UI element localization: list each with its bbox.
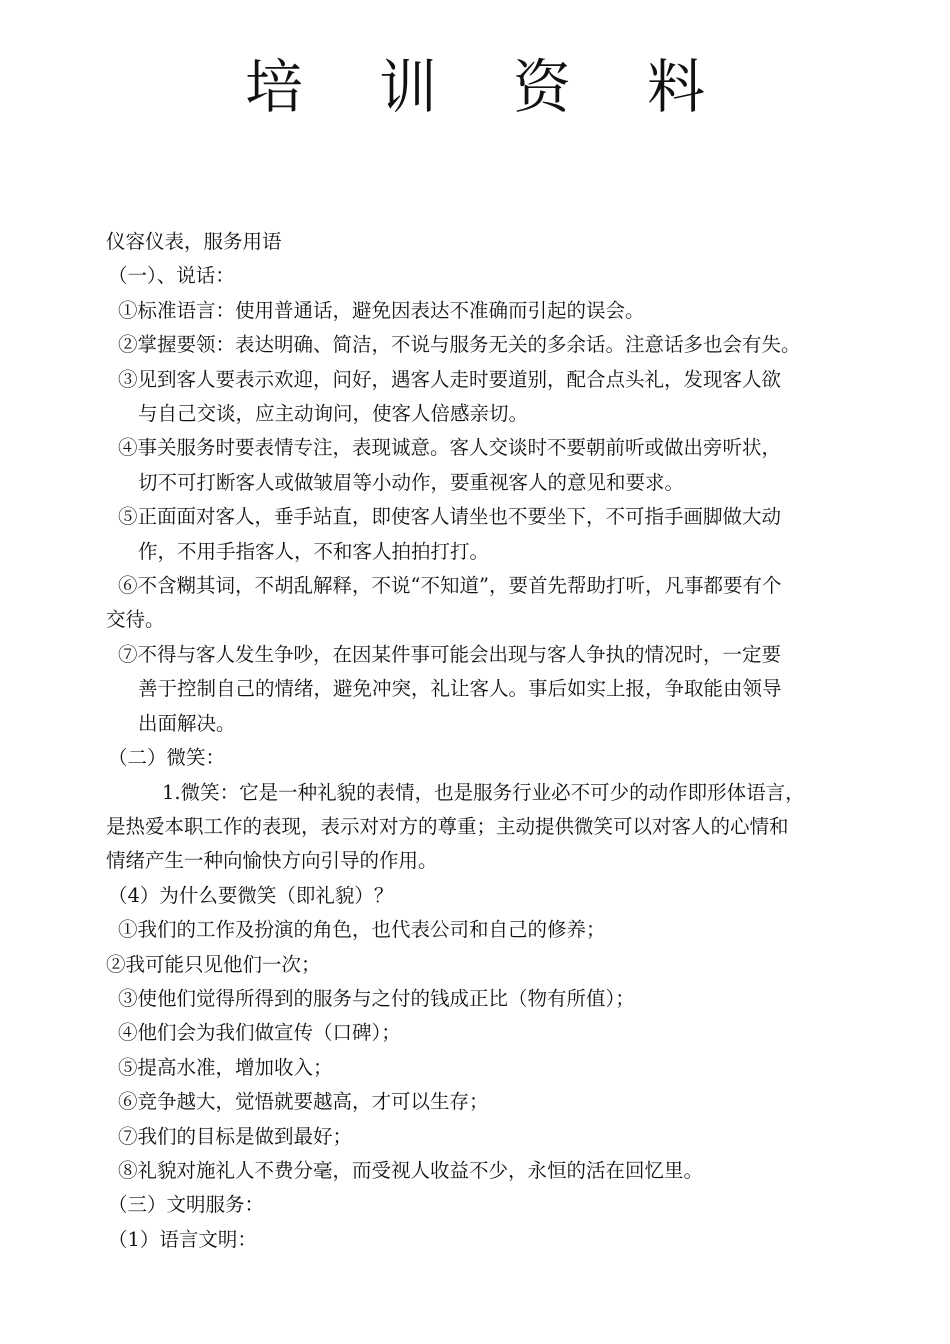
section2-label: （二）微笑： — [108, 746, 226, 770]
list-item-continuation: 切不可打断客人或做皱眉等小动作，要重视客人的意见和要求。 — [138, 470, 685, 494]
list-item — [106, 431, 896, 500]
document-body — [106, 225, 896, 1257]
list-item — [106, 363, 896, 432]
list-item — [106, 638, 896, 741]
list-item-continuation: 出面解决。 — [138, 711, 236, 735]
section1-label: （一）、说话： — [108, 264, 235, 288]
list-item: ②我可能只见他们一次； — [106, 952, 321, 976]
list-item-continuation: 善于控制自己的情绪，避免冲突，礼让客人。事后如实上报，争取能由领导 — [138, 677, 782, 701]
list-item: ①标准语言：使用普通话，避免因表达不准确而引起的误会。 — [118, 298, 645, 322]
list-item-continuation: 作，不用手指客人，不和客人拍拍打打。 — [138, 539, 490, 563]
list-item: ⑤提高水准，增加收入； — [118, 1055, 333, 1079]
list-item-line: ④事关服务时要表情专注，表现诚意。客人交谈时不要朝前听或做出旁听状， — [118, 436, 782, 460]
list-item: ⑥竞争越大，觉悟就要越高，才可以生存； — [118, 1090, 489, 1114]
section3-sub-label: （1）语言文明： — [108, 1227, 257, 1251]
list-item: ①我们的工作及扮演的角色，也代表公司和自己的修养； — [118, 918, 606, 942]
title-char: 料 — [647, 53, 706, 121]
title-char: 培 — [244, 53, 303, 121]
list-item-continuation: 与自己交谈，应主动询问，使客人倍感亲切。 — [138, 402, 529, 426]
section3-label: （三）文明服务： — [108, 1193, 265, 1217]
paragraph-line: 1.微笑：它是一种礼貌的表情，也是服务行业必不可少的动作即形体语言， — [162, 780, 805, 804]
list-item-continuation: 交待。 — [106, 608, 165, 632]
list-item-line: ⑤正面面对客人，垂手站直，即使客人请坐也不要坐下，不可指手画脚做大动 — [118, 505, 782, 529]
list-item: ③使他们觉得所得到的服务与之付的钱成正比（物有所值）； — [118, 986, 635, 1010]
list-item-line: ③见到客人要表示欢迎，问好，遇客人走时要道别，配合点头礼，发现客人欲 — [118, 367, 782, 391]
paragraph-line: 情绪产生一种向愉快方向引导的作用。 — [106, 849, 438, 873]
list-item-line: ⑦不得与客人发生争吵，在因某件事可能会出现与客人争执的情况时，一定要 — [118, 642, 782, 666]
list-item: ⑧礼貌对施礼人不费分毫，而受视人收益不少，永恒的活在回忆里。 — [118, 1158, 704, 1182]
title-char: 资 — [513, 53, 572, 121]
list-item: ⑥不含糊其词，不胡乱解释，不说“不知道”，要首先帮助打听，凡事都要有个 — [118, 574, 782, 598]
list-item: ②掌握要领：表达明确、简洁，不说与服务无关的多余话。注意话多也会有失。 — [118, 333, 801, 357]
why-smile-label: （4）为什么要微笑（即礼貌）？ — [108, 883, 394, 907]
document-title — [0, 52, 950, 122]
paragraph-line: 是热爱本职工作的表现，表示对对方的尊重；主动提供微笑可以对客人的心情和 — [106, 814, 789, 838]
list-item: ⑦我们的目标是做到最好； — [118, 1124, 353, 1148]
title-char: 训 — [378, 53, 437, 121]
list-item — [106, 500, 896, 569]
section-heading: 仪容仪表，服务用语 — [106, 230, 282, 253]
list-item: ④他们会为我们做宣传（口碑）； — [118, 1021, 401, 1045]
